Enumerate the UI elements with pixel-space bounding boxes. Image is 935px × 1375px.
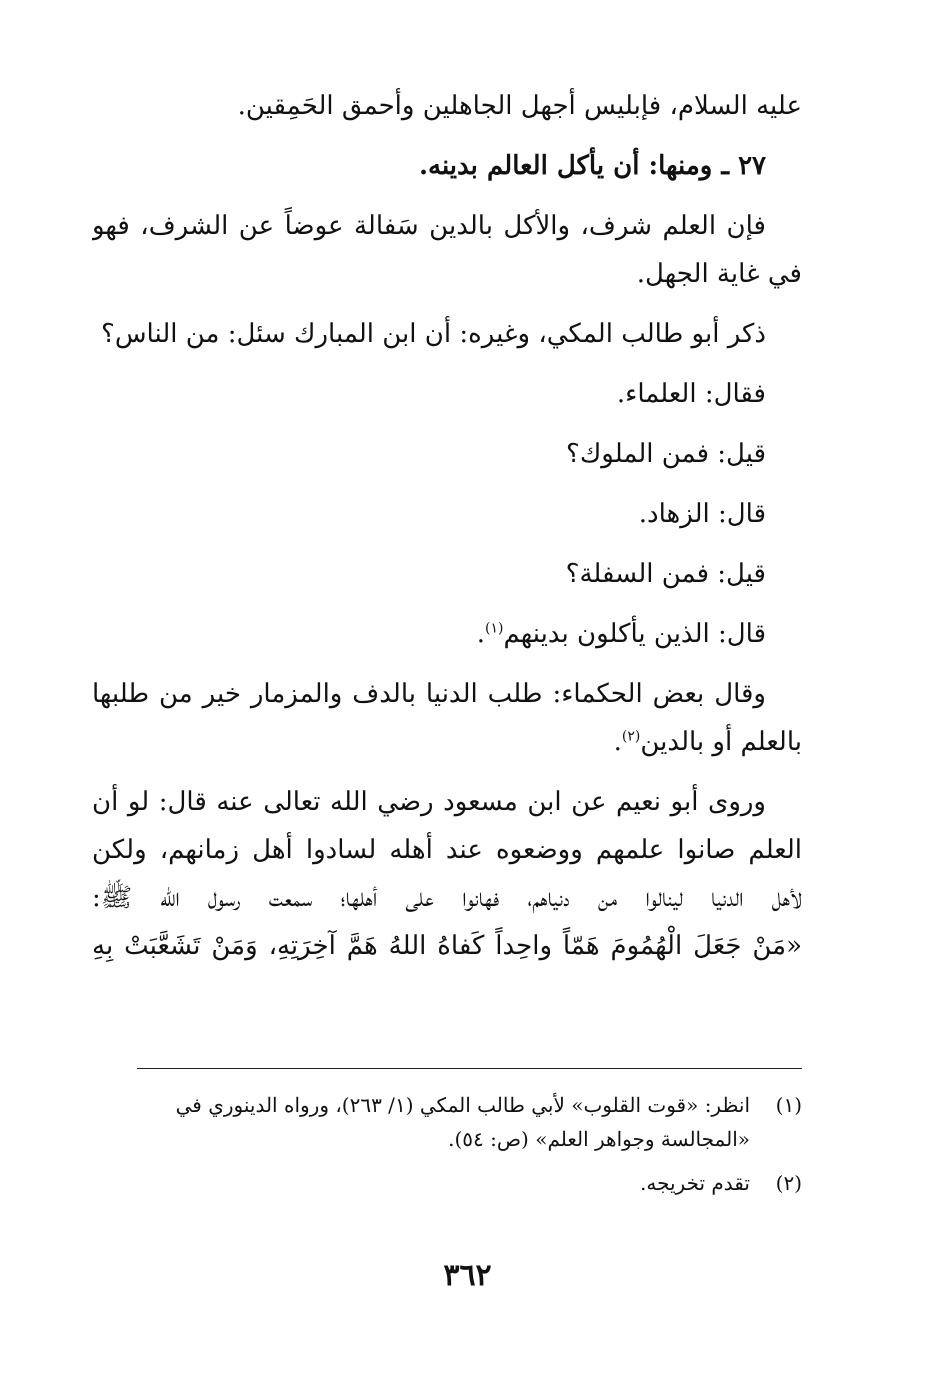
text-line: لأهل الدنيا لينالوا من دنياهم، فهانوا على أهلها؛ سمعت رسول الله ﷺ:: [92, 883, 802, 913]
text-line: قيل: فمن الملوك؟: [566, 439, 766, 469]
text-line: ذكر أبو طالب المكي، وغيره: أن ابن المبارك سئل: من الناس؟: [101, 319, 766, 349]
text-line: [92, 610, 802, 658]
footnote: [92, 1166, 802, 1200]
footnote-text: انظر: «قوت القلوب» لأبي طالب المكي (١/ ٢٦٣)، ورواه الدينوري في «المجالسة وجواهر العلم» (ص: ٥٤).: [175, 1093, 750, 1151]
footnote-number: (١): [775, 1093, 802, 1117]
text-line: فإن العلم شرف، والأكل بالدين سَفالة عوضاً عن الشرف، فهو: [92, 211, 766, 241]
page-number: ٣٦٢: [443, 1258, 492, 1293]
text-span: .: [613, 727, 622, 757]
text-line: العلم صانوا علمهم ووضعوه عند أهله لسادوا أهل زمانهم، ولكن: [92, 835, 802, 865]
footnote: [92, 1088, 802, 1156]
text-line: وروى أبو نعيم عن ابن مسعود رضي الله تعالى عنه قال: لو أن: [92, 787, 766, 817]
footnote-number: (٢): [775, 1171, 802, 1195]
text-line: قال: الزهاد.: [638, 499, 766, 529]
footnote-text: تقدم تخريجه.: [640, 1171, 750, 1195]
text-span: بالعلم أو بالدين: [640, 727, 802, 757]
main-text: [92, 82, 802, 970]
footnote-ref: (٢): [621, 728, 641, 745]
text-line: فقال: العلماء.: [616, 379, 766, 409]
text-line: [92, 718, 802, 766]
text-line: قيل: فمن السفلة؟: [565, 559, 766, 589]
text-span: قال: الذين يأكلون بدينهم: [503, 619, 766, 649]
footnote-divider: [137, 1068, 802, 1069]
section-heading: ٢٧ ـ ومنها: أن يأكل العالم بدينه.: [418, 151, 766, 181]
text-line: عليه السلام، فإبليس أجهل الجاهلين وأحمق الحَمِقين.: [237, 91, 802, 121]
text-line: وقال بعض الحكماء: طلب الدنيا بالدف والمزمار خير من طلبها: [92, 679, 766, 709]
footnotes: [92, 1088, 802, 1210]
text-line: في غاية الجهل.: [636, 259, 802, 289]
text-span: .: [476, 619, 485, 649]
text-line: «مَنْ جَعَلَ الْهُمُومَ هَمّاً واحِداً كَفاهُ اللهُ هَمَّ آخِرَتِهِ، وَمَنْ تَشَعَّبَتْ بِهِ: [92, 931, 802, 961]
footnote-ref: (١): [484, 620, 504, 637]
